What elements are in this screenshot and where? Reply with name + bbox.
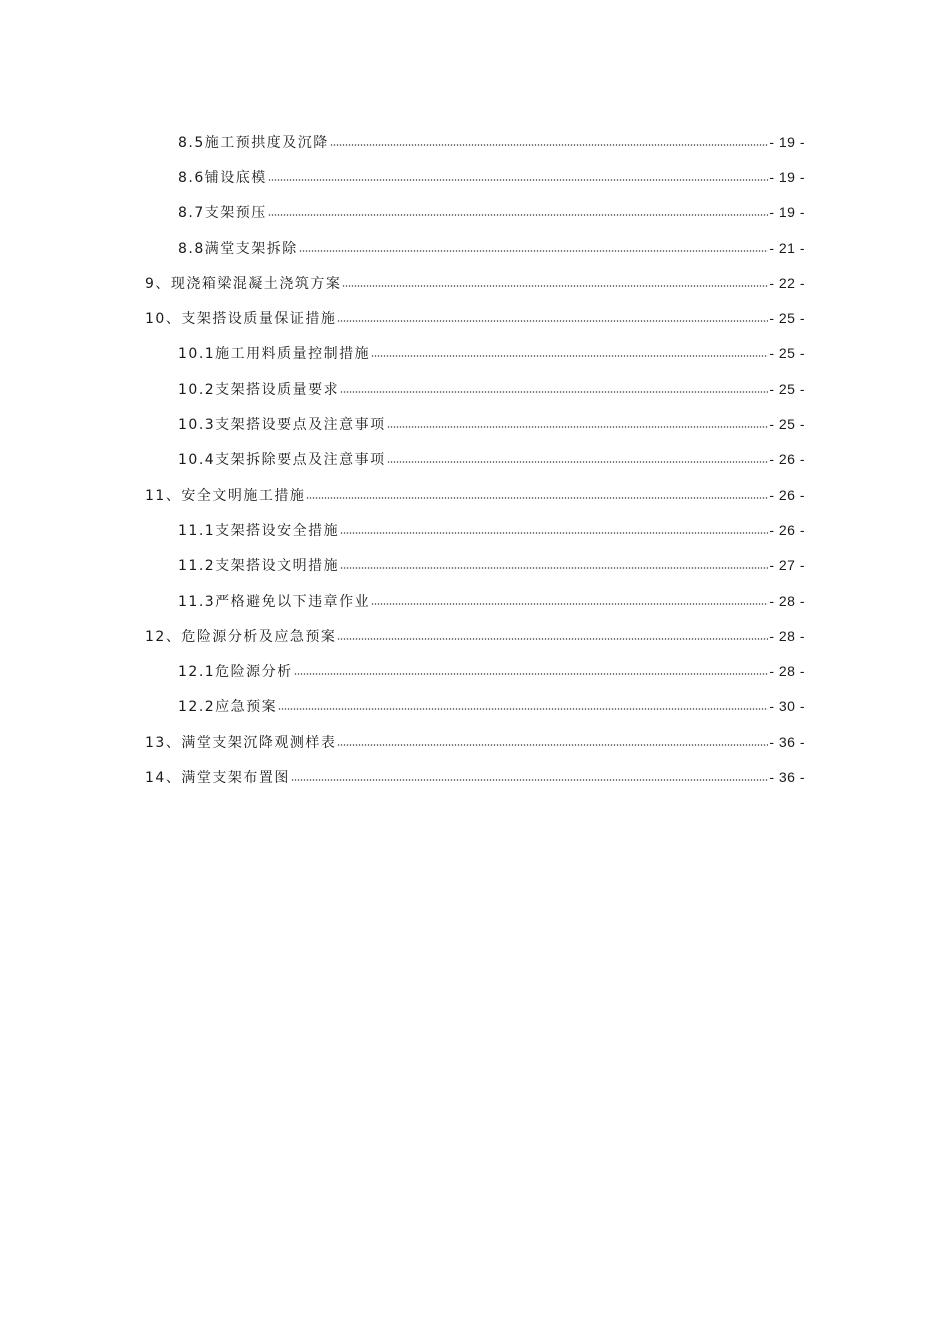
toc-entry-page-number: - 28 - [769,592,805,609]
toc-dot-leader [340,532,768,534]
toc-entry[interactable] [0,230,950,265]
toc-entry-page-number: - 21 - [769,239,805,256]
toc-entry-page-number: - 30 - [769,698,805,715]
toc-entry-title: 11.3严格避免以下违章作业 [178,593,371,610]
toc-entry-title: 13、满堂支架沉降观测样表 [145,734,337,751]
toc-entry-title: 10.2支架搭设质量要求 [178,381,340,398]
toc-entry-title: 12.1危险源分析 [178,664,293,681]
toc-entry-title: 8.7支架预压 [178,205,267,222]
toc-entry-page-number: - 36 - [769,768,805,785]
toc-dot-leader [306,497,768,499]
toc-dot-leader [342,285,768,287]
toc-dot-leader [337,638,768,640]
toc-entry-title: 8.5施工预拱度及沉降 [178,134,329,151]
toc-entry-title: 11.1支架搭设安全措施 [178,522,340,539]
toc-entry[interactable] [0,159,950,194]
toc-dot-leader [299,250,769,252]
toc-entry[interactable] [0,442,950,477]
toc-entry-title: 8.8满堂支架拆除 [178,240,298,257]
toc-entry-page-number: - 26 - [769,486,805,503]
toc-entry[interactable] [0,477,950,512]
toc-entry-title: 8.6铺设底模 [178,169,267,186]
toc-entry-title: 12、危险源分析及应急预案 [145,628,337,645]
toc-entry[interactable] [0,195,950,230]
toc-entry[interactable] [0,265,950,300]
toc-dot-leader [294,673,769,675]
toc-entry-page-number: - 25 - [769,310,805,327]
toc-dot-leader [387,426,769,428]
toc-entry[interactable] [0,724,950,759]
toc-dot-leader [387,461,769,463]
toc-entry-page-number: - 19 - [769,168,805,185]
toc-entry-page-number: - 19 - [769,133,805,150]
toc-entry-title: 14、满堂支架布置图 [145,769,290,786]
toc-entry-page-number: - 25 - [769,380,805,397]
toc-entry[interactable] [0,618,950,653]
toc-entry-page-number: - 26 - [769,451,805,468]
toc-dot-leader [291,779,768,781]
toc-entry[interactable] [0,124,950,159]
toc-entry[interactable] [0,371,950,406]
toc-entry-page-number: - 26 - [769,521,805,538]
toc-dot-leader [340,567,768,569]
toc-entry-title: 12.2应急预案 [178,699,278,716]
toc-entry-page-number: - 28 - [769,663,805,680]
toc-dot-leader [330,144,769,146]
toc-entry-title: 9、现浇箱梁混凝土浇筑方案 [145,275,342,292]
toc-dot-leader [371,603,768,605]
toc-entry[interactable] [0,548,950,583]
toc-entry-title: 10.3支架搭设要点及注意事项 [178,417,386,434]
toc-entry-page-number: - 28 - [769,627,805,644]
toc-dot-leader [278,708,768,710]
toc-entry-title: 10.4支架拆除要点及注意事项 [178,452,386,469]
toc-entry[interactable] [0,689,950,724]
toc-entry[interactable] [0,512,950,547]
toc-entry-title: 10.1施工用料质量控制措施 [178,346,371,363]
toc-entry[interactable] [0,583,950,618]
toc-entry[interactable] [0,336,950,371]
toc-dot-leader [337,320,768,322]
toc-entry[interactable] [0,759,950,794]
toc-entry-page-number: - 22 - [769,274,805,291]
toc-dot-leader [371,355,768,357]
toc-entry-title: 11.2支架搭设文明措施 [178,558,340,575]
toc-entry-page-number: - 27 - [769,557,805,574]
toc-entry[interactable] [0,300,950,335]
toc-entry[interactable] [0,406,950,441]
toc-dot-leader [340,391,768,393]
toc-entry-title: 10、支架搭设质量保证措施 [145,311,337,328]
toc-dot-leader [337,744,768,746]
toc-dot-leader [268,179,769,181]
toc-entry-title: 11、安全文明施工措施 [145,487,306,504]
toc-dot-leader [268,214,769,216]
toc-entry-page-number: - 25 - [769,416,805,433]
toc-entry-page-number: - 19 - [769,204,805,221]
toc-entry[interactable] [0,653,950,688]
table-of-contents [0,124,950,795]
toc-entry-page-number: - 36 - [769,733,805,750]
toc-entry-page-number: - 25 - [769,345,805,362]
